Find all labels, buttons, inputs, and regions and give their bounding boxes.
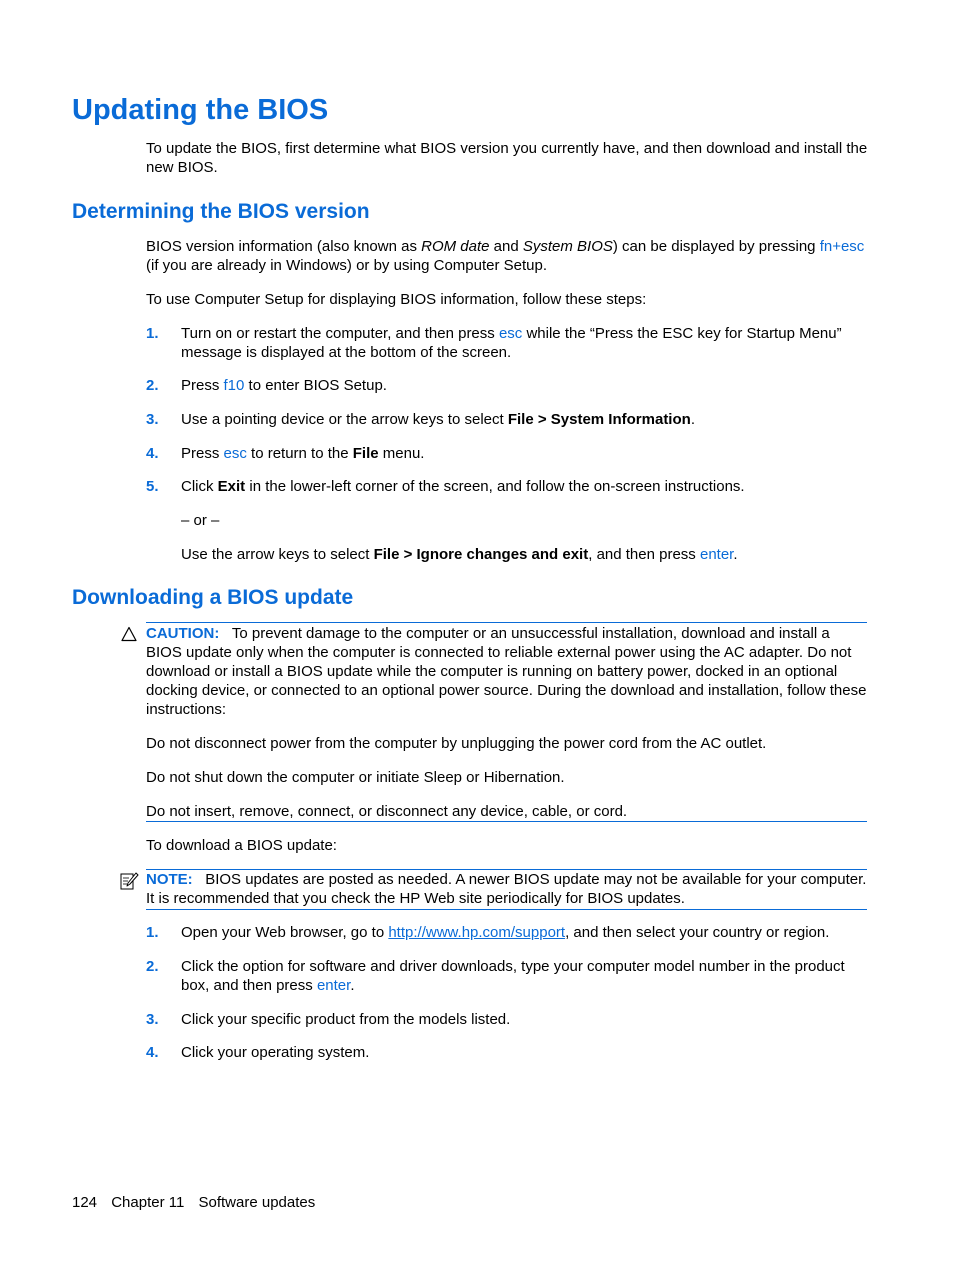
caution-top-rule: [146, 622, 867, 623]
caution-instruction: [146, 802, 868, 821]
bios-version-paragraph: [146, 237, 868, 275]
text: To download a BIOS update:: [146, 837, 337, 854]
text: .: [350, 977, 355, 994]
text: while the “Press the ESC key for Startup Menu” message is displayed at the bottom of the screen.: [181, 325, 842, 361]
chapter-title: Software updates: [198, 1194, 316, 1211]
menu-path: File > System Information: [507, 411, 691, 428]
page-title: Updating the BIOS: [72, 94, 329, 126]
text: and: [489, 238, 523, 255]
computer-setup-paragraph: [146, 290, 868, 309]
text: Open your Web browser, go to: [181, 924, 389, 941]
key-fn-esc: fn+esc: [819, 238, 865, 255]
text: Press: [181, 445, 224, 462]
text: , and then select your country or region.: [565, 924, 830, 941]
step-number: 3.: [146, 1011, 159, 1028]
text: Click the option for software and driver downloads, type your computer model number in the product box, and then press: [181, 958, 845, 994]
key-esc: esc: [498, 325, 523, 342]
note-label: NOTE:: [146, 871, 193, 888]
intro-text: To update the BIOS, first determine what BIOS version you currently have, and then download and install the new BIOS.: [146, 140, 868, 176]
intro-paragraph: [146, 139, 868, 177]
text: To use Computer Setup for displaying BIOS information, follow these steps:: [146, 291, 647, 308]
step-text: [181, 923, 869, 942]
text: Click your operating system.: [181, 1044, 370, 1061]
step-number: 2.: [146, 958, 159, 975]
step-number: 2.: [146, 377, 159, 394]
step-number: 4.: [146, 445, 159, 462]
step-number: 1.: [146, 325, 159, 342]
chapter-label: Chapter 11: [111, 1194, 185, 1211]
step-text: [181, 324, 869, 362]
text: Do not shut down the computer or initiate Sleep or Hibernation.: [146, 769, 565, 786]
text: BIOS version information (also known as: [146, 238, 422, 255]
text: menu.: [378, 445, 425, 462]
hp-support-link[interactable]: http://www.hp.com/support: [388, 924, 566, 941]
text: Press: [181, 377, 224, 394]
section-heading-determining: Determining the BIOS version: [72, 200, 370, 223]
caution-text: To prevent damage to the computer or an unsuccessful installation, download and install a BIOS update only when the computer is connected to reliable external power using the AC adapter. Do not download or install a BIOS update while the computer is running on battery power, docked in an optional docking device, or connected to an optional power source. During the download and installation, follow these instructions:: [146, 625, 867, 718]
text: , and then press: [588, 546, 700, 563]
caution-paragraph: [146, 624, 868, 719]
menu-name: Exit: [217, 478, 246, 495]
step-number: 4.: [146, 1044, 159, 1061]
step-number: 3.: [146, 411, 159, 428]
text: ) can be displayed by pressing: [612, 238, 820, 255]
step-text: [181, 410, 869, 429]
step-number: 1.: [146, 924, 159, 941]
text: Use a pointing device or the arrow keys to select: [181, 411, 508, 428]
text: Do not insert, remove, connect, or disconnect any device, cable, or cord.: [146, 803, 628, 820]
step-text: [181, 444, 869, 463]
step-text: [181, 957, 869, 995]
step-text: [181, 477, 869, 496]
caution-bottom-rule: [146, 821, 867, 822]
caution-instruction: [146, 768, 868, 787]
alternative-step: [181, 545, 869, 564]
text: in the lower-left corner of the screen, and follow the on-screen instructions.: [245, 478, 745, 495]
text: Do not disconnect power from the computer by unplugging the power cord from the AC outlet.: [146, 735, 767, 752]
to-download-paragraph: [146, 836, 868, 855]
menu-name: File: [352, 445, 379, 462]
step-text: [181, 1010, 869, 1029]
section-heading-downloading: Downloading a BIOS update: [72, 586, 354, 609]
text: .: [733, 546, 738, 563]
text: (if you are already in Windows) or by using Computer Setup.: [146, 257, 548, 274]
or-separator: – or –: [181, 512, 220, 529]
step-text: [181, 1043, 869, 1062]
text: .: [690, 411, 695, 428]
key-enter: enter: [699, 546, 734, 563]
system-bios-term: System BIOS: [522, 238, 613, 255]
note-pad-icon: [119, 871, 139, 891]
text: Turn on or restart the computer, and then press: [181, 325, 499, 342]
page-footer: [72, 1193, 325, 1212]
caution-triangle-icon: [121, 626, 137, 642]
caution-label: CAUTION:: [146, 625, 220, 642]
note-text: BIOS updates are posted as needed. A newer BIOS update may not be available for your computer. It is recommended that you check the HP Web site periodically for BIOS updates.: [146, 871, 867, 907]
key-esc: esc: [223, 445, 247, 462]
text: Click your specific product from the models listed.: [181, 1011, 511, 1028]
rom-date-term: ROM date: [421, 238, 490, 255]
step-text: [181, 376, 869, 395]
note-bottom-rule: [146, 909, 867, 910]
text: to return to the: [246, 445, 353, 462]
text: Use the arrow keys to select: [181, 546, 374, 563]
caution-instruction: [146, 734, 868, 753]
text: Click: [181, 478, 218, 495]
key-f10: f10: [223, 377, 245, 394]
note-paragraph: [146, 870, 868, 908]
key-enter: enter: [316, 977, 351, 994]
text: to enter BIOS Setup.: [244, 377, 387, 394]
page-number: 124: [72, 1194, 98, 1211]
menu-path: File > Ignore changes and exit: [373, 546, 589, 563]
step-number: 5.: [146, 478, 159, 495]
